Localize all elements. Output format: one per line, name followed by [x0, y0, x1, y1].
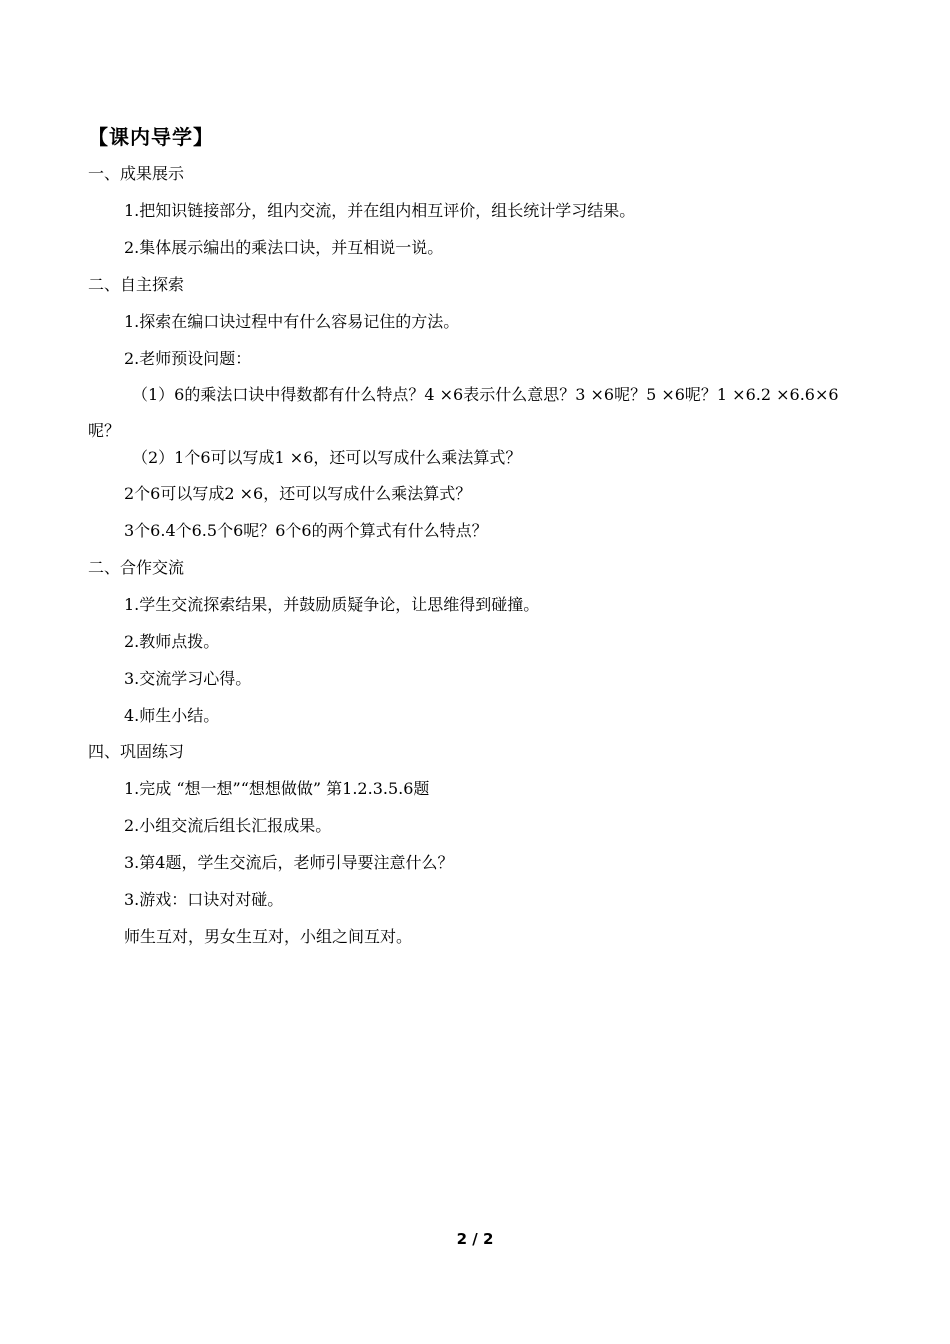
- section-item: 3个6.4个6.5个6呢？6个6的两个算式有什么特点？: [124, 521, 488, 540]
- section-item: 2.集体展示编出的乘法口诀，并互相说一说。: [124, 238, 444, 257]
- section-item: 2.小组交流后组长汇报成果。: [124, 816, 332, 835]
- section-item: 3.交流学习心得。: [124, 669, 252, 688]
- section-item: 1.探索在编口诀过程中有什么容易记住的方法。: [124, 312, 460, 331]
- section-heading-explore: 二、自主探索: [88, 275, 185, 294]
- section-item: （2）1个6可以写成1 ×6，还可以写成什么乘法算式？: [132, 448, 522, 467]
- section-item: 3.第4题，学生交流后，老师引导要注意什么？: [124, 853, 454, 872]
- section-item: 2个6可以写成2 ×6，还可以写成什么乘法算式？: [124, 484, 472, 503]
- section-item: 1.学生交流探索结果，并鼓励质疑争论，让思维得到碰撞。: [124, 595, 540, 614]
- section-item-wrapped: （1）6的乘法口诀中得数都有什么特点？4 ×6表示什么意思？3 ×6呢？5 ×6呢？1 ×6.2 ×6.6×6呢？: [88, 385, 839, 440]
- section-item: 1.完成 “想一想”“想想做做” 第1.2.3.5.6题: [124, 779, 430, 798]
- section-heading-cooperate: 二、合作交流: [88, 558, 185, 577]
- section-item: 2.老师预设问题：: [124, 349, 252, 368]
- section-item: 3.游戏：口诀对对碰。: [124, 890, 284, 909]
- section-heading-results: 一、成果展示: [88, 164, 185, 183]
- page-title: 【课内导学】: [88, 125, 214, 149]
- section-item: 2.教师点拨。: [124, 632, 220, 651]
- page-number: 2 / 2: [456, 1230, 494, 1248]
- section-item: 师生互对，男女生互对，小组之间互对。: [124, 927, 413, 946]
- section-item: 1.把知识链接部分，组内交流，并在组内相互评价，组长统计学习结果。: [124, 201, 636, 220]
- section-heading-practice: 四、巩固练习: [88, 742, 185, 761]
- section-item: 4.师生小结。: [124, 706, 220, 725]
